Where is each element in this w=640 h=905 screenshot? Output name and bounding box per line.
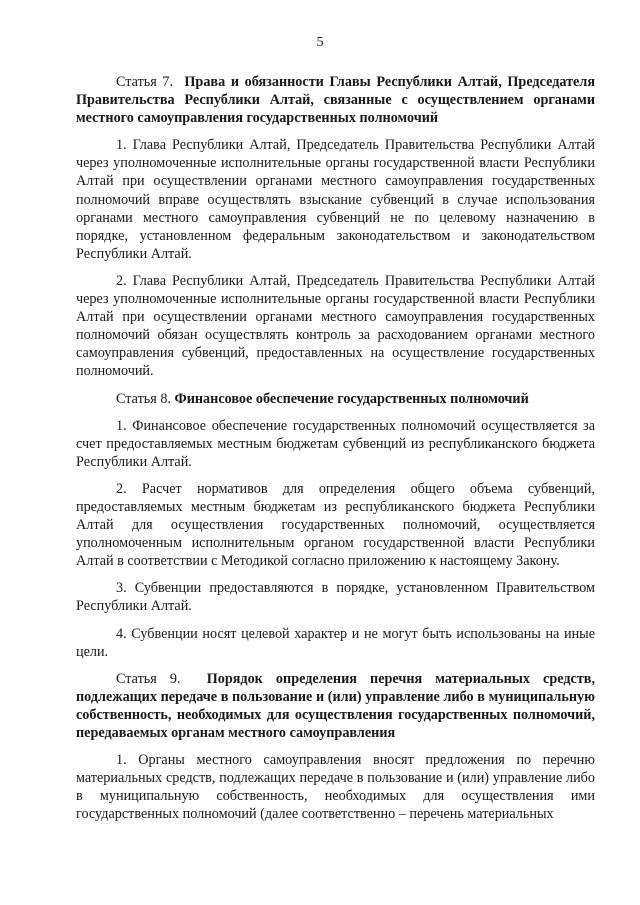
- article-7-title: Права и обязанности Главы Республики Алтай, Председателя Правительства Республики Алтай, связанные с осуществлением органами местного самоуправления государственных полномочий: [76, 74, 595, 127]
- article-8-paragraph-2: 2. Расчет нормативов для определения общего объема субвенций, предоставляемых местным бюджетам из республиканского бюджета Республики Алтай для осуществления государственных полномочий, осуществляется уполномоченным исполнительным органом государственной власти Республики Алтай в соответствии с Методикой согласно приложению к настоящему Закону.: [76, 480, 595, 570]
- article-7-heading: [76, 73, 595, 127]
- article-8-paragraph-3: 3. Субвенции предоставляются в порядке, установленном Правительством Республики Алтай.: [76, 580, 595, 615]
- article-7-label: Статья 7.: [116, 74, 174, 90]
- article-7-paragraph-1: 1. Глава Республики Алтай, Председатель Правительства Республики Алтай через уполномоченные исполнительные органы государственной власти Республики Алтай при осуществлении органами местного самоуправления государственных полномочий вправе осуществлять взыскание субвенций в случае использования органами местного самоуправления субвенций не по целевому назначению в порядке, установленном федеральным законодательством и законодательством Республики Алтай.: [76, 137, 595, 262]
- article-8-paragraph-4: 4. Субвенции носят целевой характер и не могут быть использованы на иные цели.: [76, 625, 595, 660]
- document-body: [76, 73, 595, 832]
- article-9-paragraph-1: 1. Органы местного самоуправления вносят предложения по перечню материальных средств, подлежащих передаче в пользование и (или) управление либо в муниципальную собственность, необходимых для осуществления ими государственных полномочий (далее соответственно – перечень материальных: [76, 752, 595, 823]
- article-9-title: Порядок определения перечня материальных средств, подлежащих передаче в пользование и (или) управление либо в муниципальную собственность, необходимых для осуществления государственных полномочий, передаваемых органам местного самоуправления: [76, 670, 595, 741]
- article-8-label: Статья 8.: [116, 390, 171, 407]
- article-8-paragraph-1: 1. Финансовое обеспечение государственных полномочий осуществляется за счет предоставляемых местным бюджетам субвенций из республиканского бюджета Республики Алтай.: [76, 417, 595, 470]
- page-number: 5: [316, 35, 324, 50]
- article-7-paragraph-2: 2. Глава Республики Алтай, Председатель Правительства Республики Алтай через уполномоченные исполнительные органы государственной власти Республики Алтай при осуществлении органами местного самоуправления государственных полномочий обязан осуществлять контроль за расходованием органами местного самоуправления субвенций, предоставленных на осуществление государственных полномочий.: [76, 272, 595, 380]
- article-8-heading: [76, 390, 595, 408]
- article-8-title: Финансовое обеспечение государственных полномочий: [174, 390, 529, 407]
- article-9-heading: [76, 670, 595, 742]
- article-9-label: Статья 9.: [116, 670, 181, 687]
